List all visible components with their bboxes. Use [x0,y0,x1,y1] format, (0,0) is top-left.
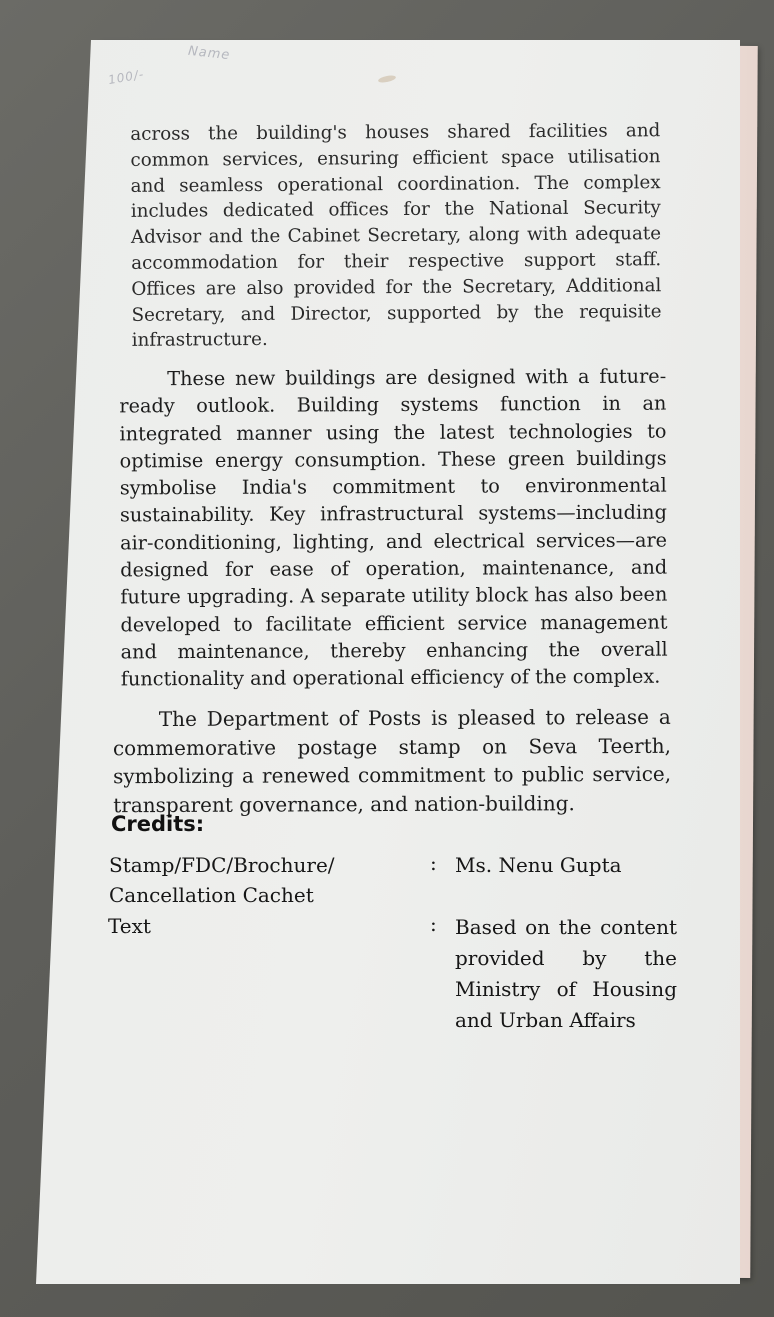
credits-heading: Credits: [111,812,205,836]
pin-mark [378,74,397,84]
credit-label-text: Text [108,914,151,938]
credit-value-design: Ms. Nenu Gupta [455,853,622,877]
body-paragraph-1: across the building's houses shared facilities and common services, ensuring efficient space utilisation and seamless operational coordination. The complex includes dedicated offices for the National Security Advisor and the Cabinet Secretary, along with adequate accommodation for their respective support staff. Offices are also provided for the Secretary, Additional Secretary, and Director, supported by the requisite infrastructure. [130,120,662,352]
credit-separator: : [430,851,437,875]
handwritten-price-note: 100/- [107,66,146,88]
credit-separator: : [430,912,437,936]
credit-label-design: Stamp/FDC/Brochure/ Cancellation Cachet [109,853,335,907]
body-paragraph-2: These new buildings are designed with a future-ready outlook. Building systems function in an integrated manner using the latest technologies to optimise energy consumption. These green buildings symbolise India's commitment to environmental sustainability. Key infrastructural systems—including air-conditioning, lighting, and electrical services—are designed for ease of operation, maintenance, and future upgrading. A separate utility block has also been developed to facilitate efficient service management and maintenance, thereby enhancing the overall functionality and operational efficiency of the complex. [119,364,668,691]
credit-value-text: Based on the content provided by the Ministry of Housing and Urban Affairs [455,915,677,1032]
body-paragraph-3: The Department of Posts is pleased to release a commemorative postage stamp on Seva Teerth, symbolizing a renewed commitment to public service, transparent governance, and nation-building. [112,704,672,817]
handwritten-name-note: Name [187,43,232,64]
